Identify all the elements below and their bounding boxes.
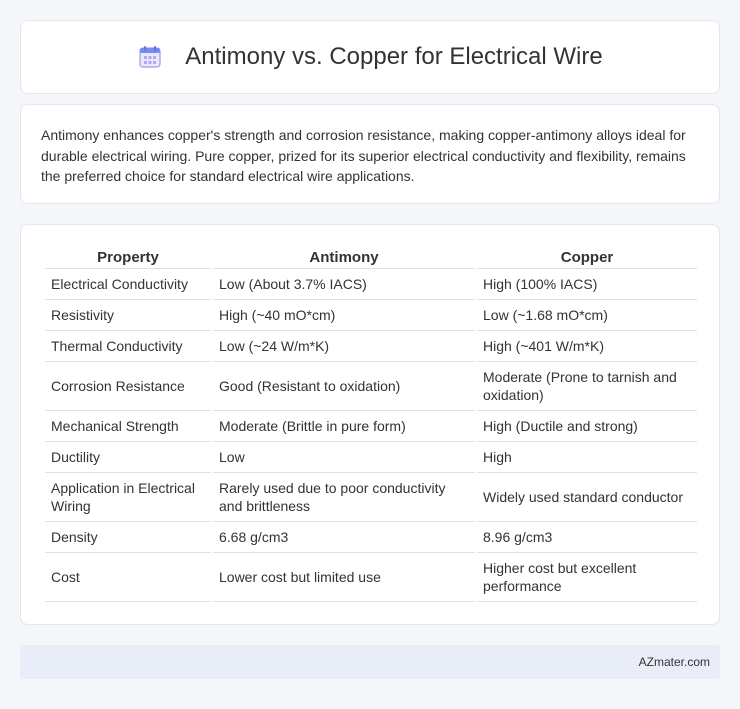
table-row bbox=[45, 269, 697, 300]
cell-antimony: Low bbox=[213, 442, 475, 473]
table-row bbox=[45, 522, 697, 553]
table-row bbox=[45, 411, 697, 442]
comparison-table bbox=[43, 245, 699, 602]
cell-antimony: Lower cost but limited use bbox=[213, 553, 475, 602]
cell-copper: Higher cost but excellent performance bbox=[477, 553, 697, 602]
header-property: Property bbox=[45, 245, 211, 269]
cell-copper: Moderate (Prone to tarnish and oxidation) bbox=[477, 362, 697, 411]
cell-property: Density bbox=[45, 522, 211, 553]
cell-property: Mechanical Strength bbox=[45, 411, 211, 442]
header-copper: Copper bbox=[477, 245, 697, 269]
footer-brand: AZmater.com bbox=[638, 655, 710, 669]
cell-property: Resistivity bbox=[45, 300, 211, 331]
table-header-row bbox=[45, 245, 697, 269]
summary-card bbox=[20, 104, 720, 204]
cell-property: Ductility bbox=[45, 442, 211, 473]
cell-copper: High (~401 W/m*K) bbox=[477, 331, 697, 362]
table-row bbox=[45, 362, 697, 411]
cell-antimony: 6.68 g/cm3 bbox=[213, 522, 475, 553]
cell-copper: 8.96 g/cm3 bbox=[477, 522, 697, 553]
cell-property: Thermal Conductivity bbox=[45, 331, 211, 362]
comparison-table-card bbox=[20, 224, 720, 625]
table-row bbox=[45, 300, 697, 331]
summary-text: Antimony enhances copper's strength and corrosion resistance, making copper-antimony alloys ideal for durable electrical wiring. Pure copper, prized for its superior electrical conductivity and flexibility, remains the preferred choice for standard electrical wire applications. bbox=[41, 127, 686, 184]
calendar-icon bbox=[137, 44, 163, 70]
cell-antimony: High (~40 mO*cm) bbox=[213, 300, 475, 331]
cell-antimony: Moderate (Brittle in pure form) bbox=[213, 411, 475, 442]
cell-copper: Low (~1.68 mO*cm) bbox=[477, 300, 697, 331]
cell-property: Application in Electrical Wiring bbox=[45, 473, 211, 522]
table-row bbox=[45, 553, 697, 602]
cell-copper: High bbox=[477, 442, 697, 473]
footer bbox=[20, 645, 720, 679]
title-card bbox=[20, 20, 720, 94]
cell-antimony: Rarely used due to poor conductivity and brittleness bbox=[213, 473, 475, 522]
cell-copper: Widely used standard conductor bbox=[477, 473, 697, 522]
cell-property: Corrosion Resistance bbox=[45, 362, 211, 411]
page-title: Antimony vs. Copper for Electrical Wire bbox=[185, 43, 603, 70]
cell-property: Electrical Conductivity bbox=[45, 269, 211, 300]
cell-copper: High (Ductile and strong) bbox=[477, 411, 697, 442]
cell-antimony: Good (Resistant to oxidation) bbox=[213, 362, 475, 411]
table-row bbox=[45, 442, 697, 473]
cell-antimony: Low (About 3.7% IACS) bbox=[213, 269, 475, 300]
cell-copper: High (100% IACS) bbox=[477, 269, 697, 300]
table-row bbox=[45, 473, 697, 522]
header-antimony: Antimony bbox=[213, 245, 475, 269]
table-row bbox=[45, 331, 697, 362]
cell-property: Cost bbox=[45, 553, 211, 602]
cell-antimony: Low (~24 W/m*K) bbox=[213, 331, 475, 362]
